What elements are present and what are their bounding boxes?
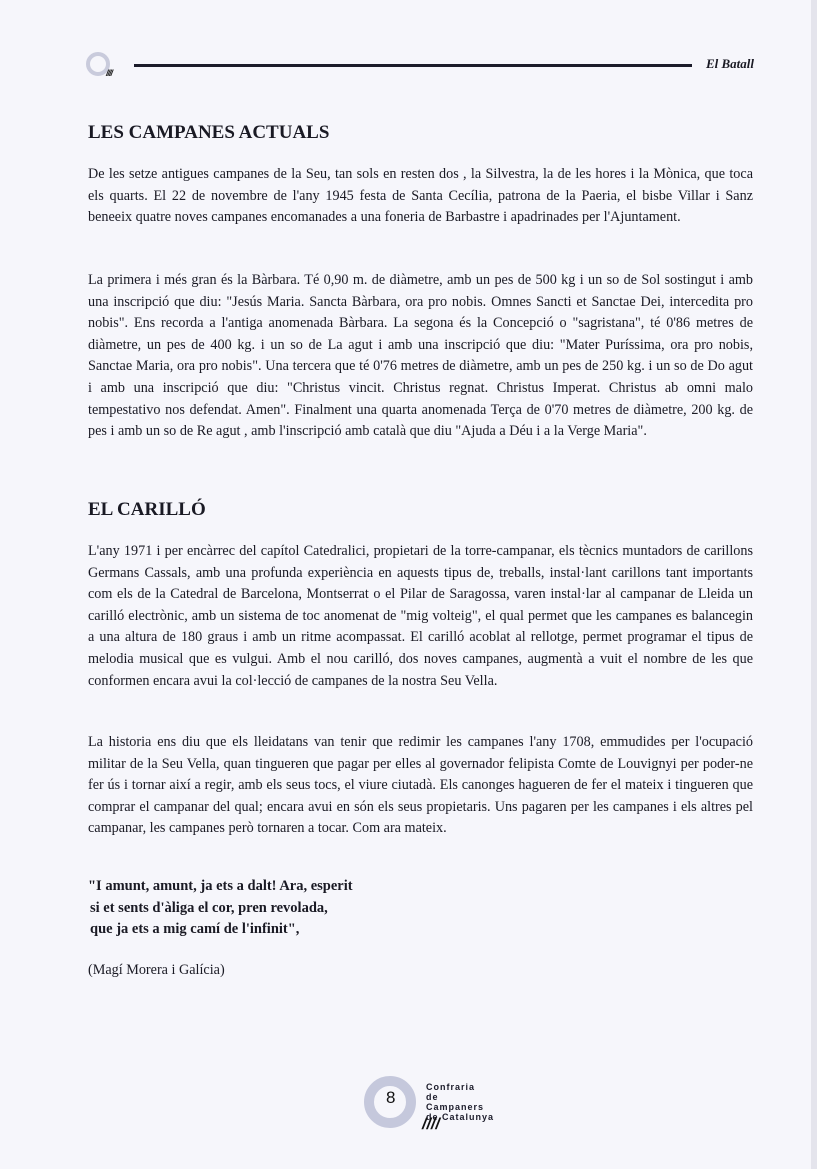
paragraph-redemption: La historia ens diu que els lleidatans van tenir que redimir les campanes l'any 1708, emmudides per l'ocupació militar de la Seu Vella, quan tingueren que pagar per elles al governador felipista Comte de Louvignyi per poder-ne fer ús i tornar així a regir, amb els seus tocs, el viure ciutadà. Els canonges hagueren de fer el mateix i tingueren que comprar el campanar del qual; encara avui en són els seus propietaris. Uns pagaren per les campanes i els altres pel campanar, les campanes però tornaren a tocar. Com ara mateix. xyxy=(88,734,753,837)
poem-line: si et sents d'àliga el cor, pren revolada, xyxy=(90,899,328,916)
poem-quote xyxy=(88,876,588,941)
logo-bars: //// xyxy=(422,1116,440,1133)
paragraph-carillo-history: L'any 1971 i per encàrrec del capítol Catedralici, propietari de la torre-campanar, els tècnics muntadors de carillons Germans Cassals, amb una profunda experiència en aquests tipus de, treballs, instal·lant carillons tant importants com els de la Catedral de Barcelona, Montserrat o el Pilar de Saragossa, varen instal·lar al campanar de Lleida un carilló electrònic, amb un sistema de toc anomenat de "mig volteig", el qual permet que les campanes es balancegin a una altura de 180 graus i amb un ritme acompassat. El carilló acoblat al rellotge, permet programar el tipus de melodia musical que es vulgui. Amb el nou carilló, dos noves campanes, augmentà a vuit el nombre de les que conformen encara avui la col·lecció de campanes de la nostra Seu Vella. xyxy=(88,543,753,689)
poem-attribution: (Magí Morera i Galícia) xyxy=(88,962,225,978)
section-heading-campanes: LES CAMPANES ACTUALS xyxy=(88,122,330,143)
section-heading-carillo: EL CARILLÓ xyxy=(88,499,206,520)
page-header xyxy=(86,46,754,78)
logo-bars: //// xyxy=(106,68,113,78)
page-edge xyxy=(811,0,817,1169)
footer-logo xyxy=(356,1070,496,1136)
page-number: 8 xyxy=(386,1088,396,1107)
paragraph-campanes-detail: La primera i més gran és la Bàrbara. Té 0,90 m. de diàmetre, amb un pes de 500 kg i un so de Sol sostingut i amb una inscripció que diu: "Jesús Maria. Sancta Bàrbara, ora pro nobis. Omnes Sancti et Sanctae Dei, intercedita pro nobis". Ens recorda a l'antiga anomenada Bàrbara. La segona és la Concepció o "sagristana", té 0'86 metres de diàmetre, un pes de 400 kg. i un so de La agut i amb una inscripció que diu: "Mater Puríssima, ora pro nobis, Sanctae Maria, ora pro nobis". Una tercera que té 0'76 metres de diàmetre, amb un pes de 250 kg. i un so de Do agut i amb una inscripció que diu: "Christus vincit. Christus regnat. Christus Imperat. Christus ab omni malo tempestativo nos defendat. Amen". Finalment una quarta anomenada Terça de 0'70 metres de diàmetre, 200 kg. de pes i amb un so de Re agut , amb l'inscripció amb català que diu "Ajuda a Déu i a la Verge Maria". xyxy=(88,272,753,440)
brand-line: de Campaners xyxy=(426,1092,485,1112)
poem-line: que ja ets a mig camí de l'infinit", xyxy=(90,921,300,938)
confraria-logo-small xyxy=(86,48,136,76)
header-rule xyxy=(134,64,692,67)
publication-title: El Batall xyxy=(705,56,754,71)
poem-line: "I amunt, amunt, ja ets a dalt! Ara, esperit xyxy=(88,878,353,894)
brand-line: de Catalunya xyxy=(426,1112,495,1122)
paragraph-campanes-intro: De les setze antigues campanes de la Seu, tan sols en resten dos , la Silvestra, la de les hores i la Mònica, que toca els quarts. El 22 de novembre de l'any 1945 festa de Santa Cecília, patrona de la Paeria, el bisbe Villar i Sanz beneeix quatre noves campanes encomanades a una foneria de Barbastre i apadrinades per l'Ajuntament. xyxy=(88,166,753,226)
brand-line: Confraria xyxy=(426,1082,476,1092)
